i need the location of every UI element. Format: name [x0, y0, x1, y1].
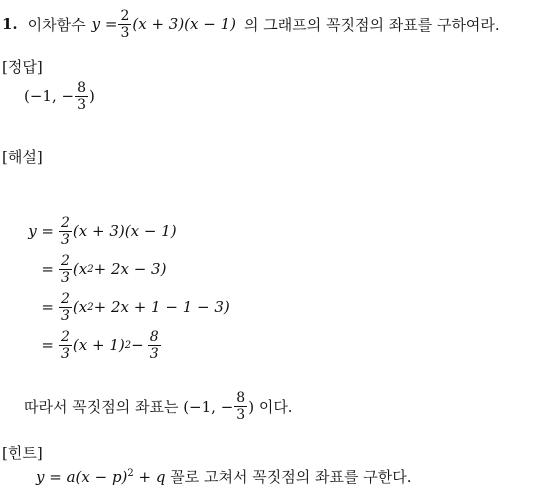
derivation-fraction: [59, 216, 72, 247]
exponent: 2: [87, 301, 94, 313]
problem-expr: (x + 3)(x − 1): [132, 15, 236, 33]
hint-label: [힌트]: [2, 444, 43, 462]
conclusion-frac-den: 3: [236, 406, 246, 423]
derivation-fraction-2: [148, 330, 161, 361]
derivation-line-1: [0, 212, 230, 250]
answer-value: [24, 76, 95, 116]
derivation-lhs: =: [41, 260, 54, 278]
problem-y-eq: [92, 15, 118, 33]
answer-suffix: ): [89, 87, 95, 105]
problem-y-eq-text: y =: [91, 15, 118, 33]
derivation-line-4: [0, 326, 230, 364]
derivation-rest-b: −: [131, 336, 144, 354]
conclusion-frac-num: 8: [236, 389, 246, 406]
derivation-line-3: [0, 288, 230, 326]
derivation-block: [0, 212, 230, 364]
answer-frac-num: 8: [77, 79, 86, 96]
derivation-lhs: y =: [28, 222, 54, 240]
frac-den: 3: [149, 345, 159, 362]
hint-description: 꼴로 고쳐서 꼭짓점의 좌표를 구한다.: [165, 468, 412, 486]
derivation-rest-b: + 2x + 1 − 1 − 3): [93, 298, 230, 316]
problem-statement: [2, 4, 500, 44]
problem-frac-den: 3: [120, 24, 130, 41]
answer-prefix: (−1, −: [24, 87, 75, 105]
derivation-rest: (x + 3)(x − 1): [72, 222, 177, 240]
derivation-rest-a: (x: [72, 298, 88, 316]
problem-text-after: 의 그래프의 꼭짓점의 좌표를 구하여라.: [244, 15, 500, 34]
answer-label: [정답]: [2, 58, 43, 76]
derivation-fraction: [59, 330, 72, 361]
conclusion: [24, 386, 293, 426]
frac-num: 2: [61, 214, 70, 231]
frac-num: 2: [61, 328, 70, 345]
conclusion-after: ) 이다.: [248, 397, 293, 416]
exponent: 2: [87, 263, 94, 275]
hint-exponent: 2: [127, 468, 134, 479]
frac-den: 3: [61, 231, 70, 248]
exponent: 2: [124, 339, 132, 351]
derivation-lhs: =: [41, 336, 54, 354]
frac-num: 8: [149, 328, 159, 345]
frac-den: 3: [61, 345, 70, 362]
conclusion-before: 따라서 꼭짓점의 좌표는 (−1, −: [24, 397, 234, 416]
problem-fraction: [118, 9, 131, 40]
problem-text-before: 이차함수: [27, 15, 86, 34]
frac-num: 2: [61, 290, 70, 307]
derivation-lhs: =: [41, 298, 54, 316]
derivation-line-2: [0, 250, 230, 288]
derivation-rest-b: + 2x − 3): [93, 260, 167, 278]
frac-den: 3: [61, 269, 70, 286]
answer-frac-den: 3: [77, 96, 86, 113]
frac-den: 3: [61, 307, 70, 324]
problem-frac-num: 2: [120, 7, 130, 24]
hint-formula-a: y = a(x − p): [36, 468, 128, 486]
derivation-fraction: [59, 254, 72, 285]
explanation-label: [해설]: [2, 148, 43, 166]
hint-formula-b: + q: [133, 468, 166, 486]
derivation-rest-a: (x + 1): [72, 336, 125, 354]
hint-text: [36, 466, 411, 487]
answer-fraction: [75, 81, 88, 112]
problem-number: 1.: [2, 15, 18, 33]
conclusion-fraction: [234, 391, 247, 422]
derivation-rest-a: (x: [72, 260, 88, 278]
frac-num: 2: [61, 252, 70, 269]
derivation-fraction: [59, 292, 72, 323]
